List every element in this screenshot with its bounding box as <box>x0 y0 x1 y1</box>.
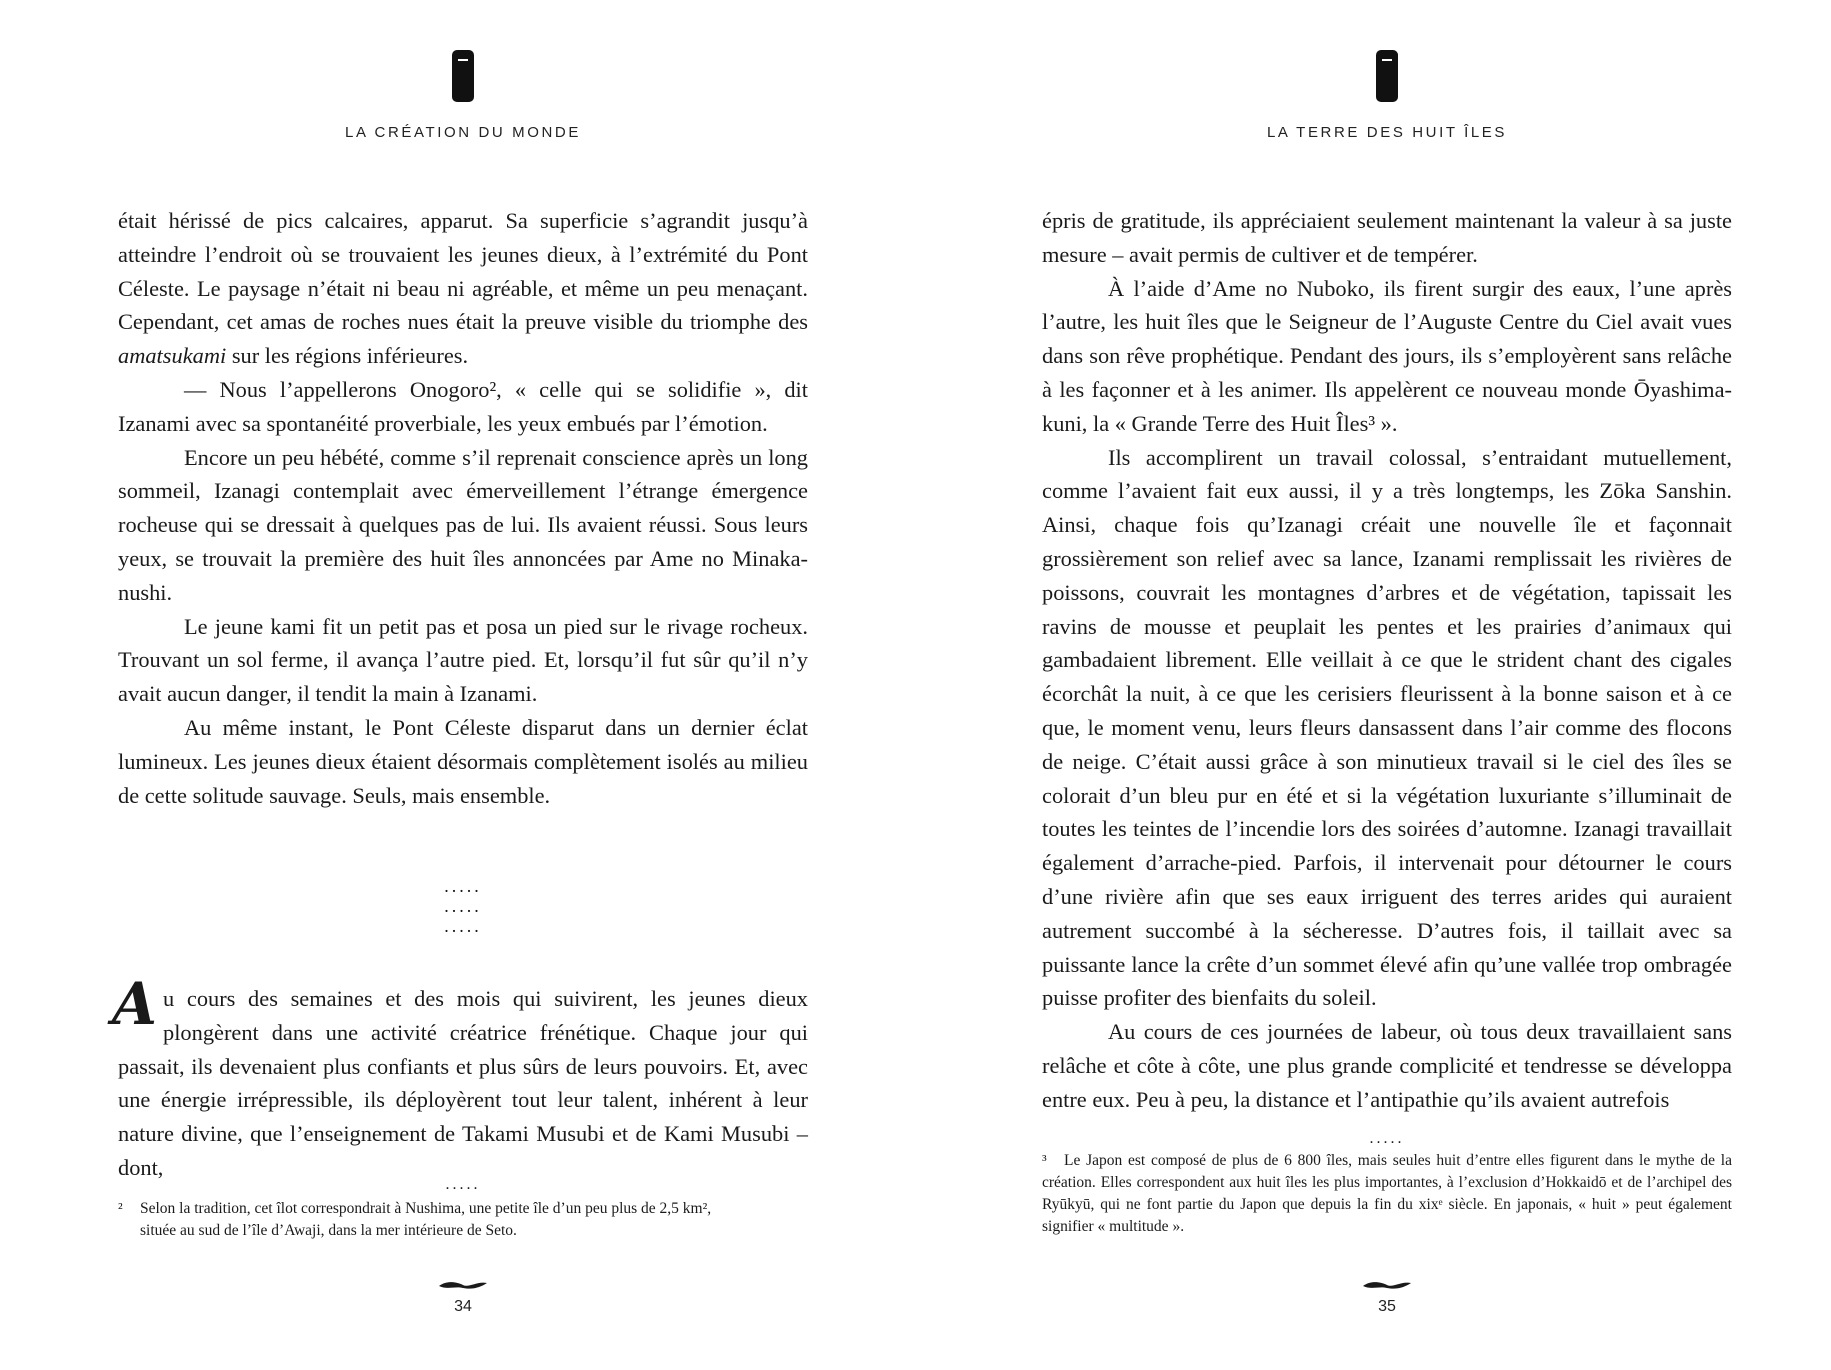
left-page <box>112 0 808 1370</box>
body-text-section-2 <box>112 970 808 1185</box>
separator-dots: ..... <box>444 876 482 896</box>
footnote-text: Selon la tradition, cet îlot correspondrait à Nushima, une petite île d’un peu plus de 2,5 km², <box>140 1200 712 1217</box>
body-text <box>1042 204 1732 1117</box>
brush-stroke-icon <box>1361 1278 1413 1292</box>
paragraph: Ils accomplirent un travail colossal, s’entraidant mutuellement, comme l’avaient fait eux aussi, il y a très longtemps, les Zōka Sanshin. Ainsi, chaque fois qu’Izanagi créait une nouvelle île et façonnait grossièrement son relief avec sa lance, Izanami remplissait les rivières de poissons, couvrait les montagnes d’arbres et de végétation, tapissait les ravins de mousse et peuplait les pentes et les prairies d’animaux qui gambadaient librement. Elle veillait à ce que le strident chant des cigales écorchât la nuit, à ce que les cerisiers fleurissent à la bonne saison et à ce que, le moment venu, leurs fleurs dansassent dans l’air comme des flocons de neige. C’était aussi grâce à son minutieux travail si le ciel des îles se colorait d’un bleu pur en été et si la végétation luxuriante s’illuminait de toutes les teintes de l’incendie lors des soirées d’automne. Izanagi travaillait également d’arrache-pied. Parfois, il intervenait pour détourner le cours d’une rivière afin que ses eaux irriguent des terres arides qui auraient autrement succombé à la sécheresse. D’autres fois, il taillait avec sa puissante lance la crête d’un sommet élevé afin qu’une vallée trop ombragée puisse profiter des bienfaits du soleil. <box>1042 444 1732 1011</box>
text-run: sur les régions inférieures. <box>226 343 469 369</box>
separator-dots: ..... <box>444 916 482 936</box>
drop-cap: A <box>112 970 158 1038</box>
paragraph: Encore un peu hébété, comme s’il reprenait conscience après un long sommeil, Izanagi contemplait avec émerveillement l’étrange émergence rocheuse qui se dressait à quelques pas de lui. Ils avaient réussi. Sous leurs yeux, se trouvait la première des huit îles annoncées par Ame no Minaka-nushi. <box>118 444 808 605</box>
brush-stroke-icon <box>437 1278 489 1292</box>
paragraph: Le jeune kami fit un petit pas et posa un pied sur le rivage rocheux. Trouvant un sol ferme, il avança l’autre pied. Et, lorsqu’il fut sûr qu’il n’y avait aucun danger, il tendit la main à Izanami. <box>118 613 808 707</box>
footnote <box>1042 1150 1732 1238</box>
separator-dots: ..... <box>444 896 482 916</box>
body-text <box>118 204 808 812</box>
page-number: 35 <box>1378 1298 1396 1315</box>
italic-term: amatsukami <box>118 343 227 369</box>
paragraph: Au cours de ces journées de labeur, où tous deux travaillaient sans relâche et côte à côte, une plus grande complicité et tendresse se développa entre eux. Peu à peu, la distance et l’antipathie qu’ils avaient autrefois <box>1042 1019 1732 1112</box>
footnote-line: située au sud de l’île d’Awaji, dans la mer intérieure de Seto. <box>140 1222 517 1239</box>
paragraph: Au même instant, le Pont Céleste disparut dans un dernier éclat lumineux. Les jeunes dieux étaient désormais complètement isolés au milieu de cette solitude sauvage. Seuls, mais ensemble. <box>118 714 808 808</box>
page-number: 34 <box>454 1298 472 1315</box>
footnote <box>118 1198 808 1242</box>
ink-tab-icon <box>1376 50 1398 102</box>
footnote-text: Le Japon est composé de plus de 6 800 îles, mais seules huit d’entre elles figurent dans le mythe de la création. Elles correspondent aux huit îles les plus importantes, à l’exclusion d’Hokkaidō et de l’archipel des Ryūkyū, qui ne font partie du Japon que depuis la fin du xixᵉ siècle. En japonais, « huit » peut également signifier « multitude ». <box>1042 1152 1732 1235</box>
running-head: LA TERRE DES HUIT ÎLES <box>1266 124 1508 141</box>
text-run: u cours des semaines et des mois qui suivirent, les jeunes dieux plongèrent dans une activité créatrice frénétique. Chaque jour qui passait, ils devenaient plus confiants et plus sûrs de leurs pouvoirs. Et, avec une énergie irrépressible, ils déployèrent tout leur talent, inhérent à leur nature divine, que l’enseignement de Takami Musubi et de Kami Musubi – dont, <box>118 986 808 1180</box>
footnote-number: ² <box>118 1200 123 1217</box>
footnote-line <box>118 1198 808 1220</box>
section-separator <box>118 876 808 936</box>
paragraph <box>112 970 808 1185</box>
paragraph: À l’aide d’Ame no Nuboko, ils firent surgir des eaux, l’une après l’autre, les huit îles que le Seigneur de l’Auguste Centre du Ciel avait vues dans son rêve prophétique. Pendant des jours, ils s’employèrent sans relâche à les façonner et à les animer. Ils appelèrent ce nouveau monde Ōyashima-kuni, la « Grande Terre des Huit Îles³ ». <box>1042 275 1732 436</box>
ink-tab-icon <box>452 50 474 102</box>
running-head: LA CRÉATION DU MONDE <box>345 124 581 141</box>
paragraph: — Nous l’appellerons Onogoro², « celle qui se solidifie », dit Izanami avec sa spontanéité proverbiale, les yeux embués par l’émotion. <box>118 376 808 436</box>
footnote-number: ³ <box>1042 1152 1047 1169</box>
paragraph <box>118 204 808 373</box>
paragraph: épris de gratitude, ils appréciaient seulement maintenant la valeur à sa juste mesure – avait permis de cultiver et de tempérer. <box>1042 208 1732 267</box>
footnote-separator: ..... <box>445 1176 481 1193</box>
right-page <box>1042 0 1732 1370</box>
text-run: était hérissé de pics calcaires, apparut. Sa superficie s’agrandit jusqu’à atteindre l’endroit où se trouvaient les jeunes dieux, à l’extrémité du Pont Céleste. Le paysage n’était ni beau ni agréable, et même un peu menaçant. Cependant, cet amas de roches nues était la preuve visible du triomphe des <box>118 208 808 335</box>
footnote-separator: ..... <box>1369 1130 1405 1147</box>
